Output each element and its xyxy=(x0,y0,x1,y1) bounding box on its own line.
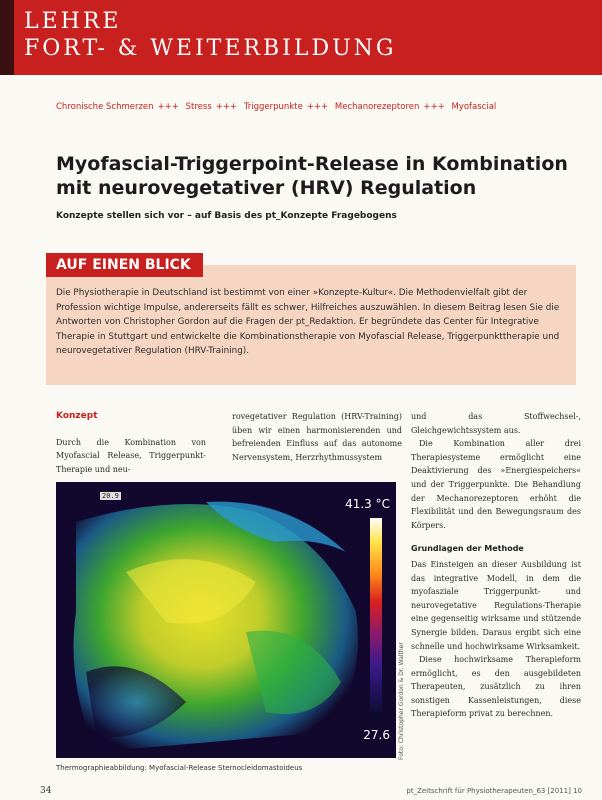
image-caption: Thermographieabbildung: Myofascial-Release Sternocleidomastoideus xyxy=(56,764,303,772)
thermography-picture xyxy=(56,482,396,758)
temperature-max: 41.3 °C xyxy=(345,497,390,511)
column-3-text-4: Diese hochwirksame Therapieform ermöglicht, es den ausgebildeten Therapeuten, zusätzlich zu ihren sonstigen Kassenleistungen, diese Therapieform privat zu berechnen. xyxy=(411,655,581,719)
section-heading-konzept: Konzept xyxy=(56,411,98,421)
column-2 xyxy=(232,410,402,464)
thermography-image xyxy=(56,482,396,758)
photo-credit-text: Foto: Christopher Gordon & Dr. Walther xyxy=(398,642,405,760)
column-3 xyxy=(411,410,581,721)
photo-credit xyxy=(398,610,408,760)
topic-tag: Chronische Schmerzen xyxy=(56,102,154,112)
topic-tag: Triggerpunkte xyxy=(243,102,303,112)
topic-tag: Myofascial xyxy=(451,102,497,112)
tag-separator: +++ xyxy=(423,102,445,112)
banner-line-1: LEHRE xyxy=(24,9,122,34)
topic-tag: Stress xyxy=(185,102,212,112)
topic-tag: Mechanorezeptoren xyxy=(334,102,420,112)
page-number: 34 xyxy=(40,786,52,796)
banner-edge xyxy=(0,0,14,75)
topic-tags xyxy=(56,102,576,112)
column-2-text: rovegetativer Regulation (HRV-Training) üben wir einen harmonisierenden und befreienden Einfluss auf das autonome Nervensystem, Herzrhythmussystem xyxy=(232,412,402,462)
section-banner xyxy=(0,0,602,75)
column-3-text-3: Das Einsteigen an dieser Ausbildung ist das integrative Modell, in dem die myofasziale Triggerpunkt- und neurovegetative Regulations-Therapie eine gegenseitig wirksame und stützende Synergie bilden. Daraus ergibt sich eine schnelle und hochwirksame Wirksamkeit. xyxy=(411,559,581,651)
tag-separator: +++ xyxy=(306,102,329,112)
banner-line-2: FORT- & WEITERBILDUNG xyxy=(24,36,397,61)
temperature-scale xyxy=(370,518,382,718)
at-a-glance-label: AUF EINEN BLICK xyxy=(46,253,203,277)
article-title: Myofascial-Triggerpoint-Release in Kombination mit neurovegetativer (HRV) Regulation xyxy=(56,153,568,199)
tag-separator: +++ xyxy=(157,102,179,112)
at-a-glance-text: Die Physiotherapie in Deutschland ist bestimmt von einer »Konzepte-Kultur«. Die Methodenvielfalt gibt der Profession wichtige Impulse, andererseits fällt es schwer, Hilfreiches auszuwählen. In diesem Beitrag lesen Sie die Antworten von Christopher Gordon auf die Fragen der pt_Redaktion. Er begründete das Center für Integrative Therapie in Stuttgart und entwickelte die Kombinationstherapie von Myofascial Release, Triggerpunkttherapie und neurovegetativer Regulation (HRV-Training). xyxy=(56,288,560,356)
subheading-grundlagen: Grundlagen der Methode xyxy=(411,544,524,554)
article-subtitle: Konzepte stellen sich vor – auf Basis des pt_Konzepte Fragebogens xyxy=(56,211,397,221)
temperature-min: 27.6 xyxy=(363,728,390,742)
measurement-tag: 20.9 xyxy=(102,492,119,500)
column-1-text: Durch die Kombination von Myofascial Release, Triggerpunkt-Therapie und neu- xyxy=(56,437,206,474)
column-3-text-1: und das Stoffwechsel-, Gleichgewichtssystem aus. xyxy=(411,412,581,435)
tag-separator: +++ xyxy=(215,102,238,112)
column-3-text-2: Die Kombination aller drei Therapiesysteme ermöglicht eine Deaktivierung des »Energiespeichers« und der Triggerpunkte. Die Behandlung der Mechanorezeptoren erhöht die Flexibilität und den Bewegungsraum des Körpers. xyxy=(411,439,581,530)
journal-footer: pt_Zeitschrift für Physiotherapeuten_63 [2011] 10 xyxy=(406,787,582,795)
column-1 xyxy=(56,410,206,476)
